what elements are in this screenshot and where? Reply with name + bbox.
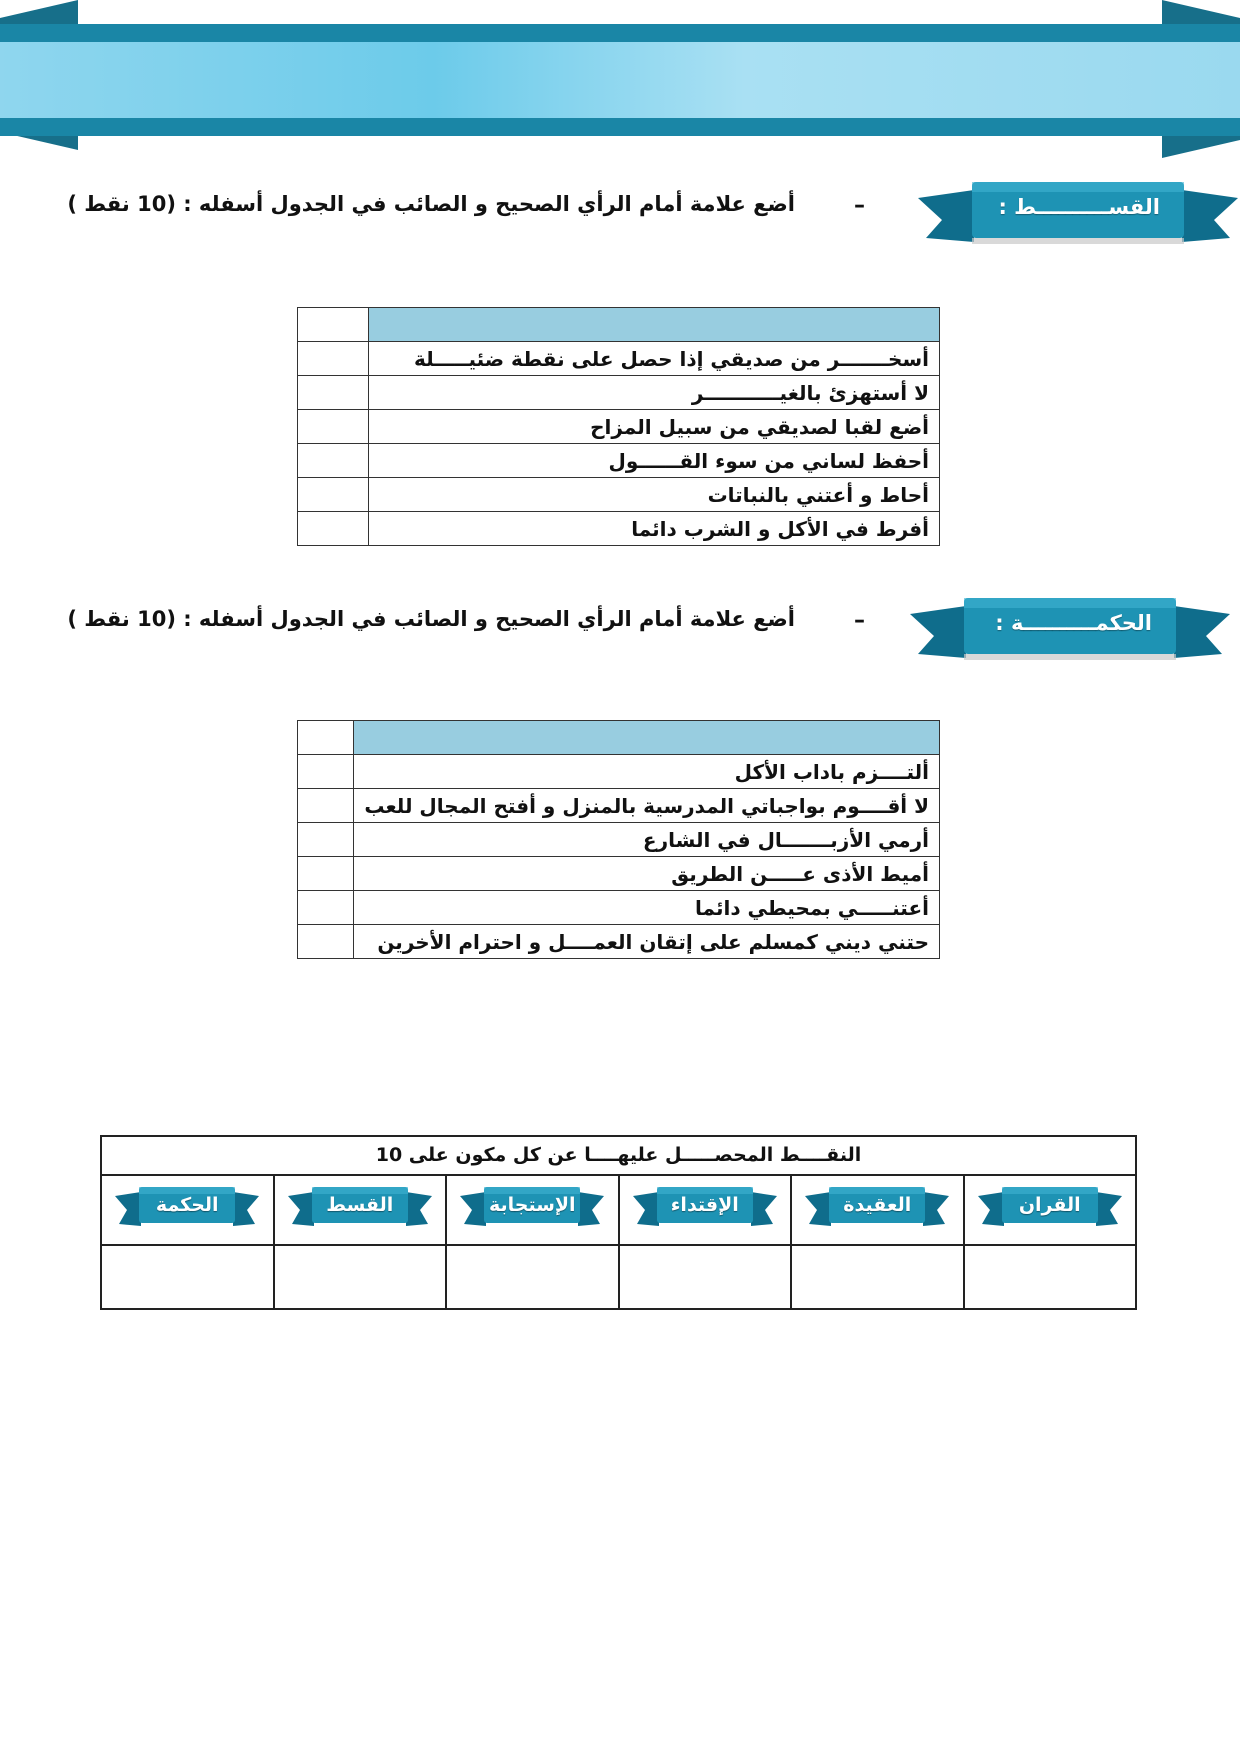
score-header-cell (273, 1176, 446, 1246)
score-header-cell (618, 1176, 791, 1246)
score-input-cell[interactable] (102, 1246, 273, 1309)
table-row (298, 444, 940, 478)
component-label: القران (1018, 1194, 1081, 1216)
score-header-cell (790, 1176, 963, 1246)
statement-text: لا أستهزئ بالغيـــــــــــر (369, 376, 940, 410)
score-header-row (102, 1176, 1135, 1246)
statements-table-qist (297, 307, 940, 546)
answer-cell[interactable] (298, 342, 369, 376)
answer-cell[interactable] (298, 410, 369, 444)
score-input-cell[interactable] (790, 1246, 963, 1309)
answer-cell[interactable] (298, 721, 354, 755)
component-label: الحكمة (155, 1194, 219, 1216)
statement-text (354, 721, 940, 755)
component-ribbon (288, 1184, 432, 1234)
score-input-cell[interactable] (445, 1246, 618, 1309)
score-summary-table (100, 1135, 1137, 1310)
component-ribbon (115, 1184, 259, 1234)
answer-cell[interactable] (298, 891, 354, 925)
section-instruction: أضع علامة أمام الرأي الصحيح و الصائب في الجدول أسفله : (10 نقط ) (67, 192, 795, 216)
section-ribbon-qist (918, 176, 1238, 256)
component-ribbon (978, 1184, 1122, 1234)
table-row (298, 891, 940, 925)
answer-cell[interactable] (298, 823, 354, 857)
statement-text: أفرط في الأكل و الشرب دائما (369, 512, 940, 546)
answer-cell[interactable] (298, 512, 369, 546)
table-row (298, 823, 940, 857)
statement-text: أميط الأذى عـــــن الطريق (354, 857, 940, 891)
statement-text: أعتنـــــي بمحيطي دائما (354, 891, 940, 925)
score-header-cell (102, 1176, 273, 1246)
answer-cell[interactable] (298, 857, 354, 891)
section-ribbon-label: القســــــــــط : (998, 195, 1160, 219)
table-row (298, 755, 940, 789)
answer-cell[interactable] (298, 376, 369, 410)
statement-text: لا أقــــوم بواجباتي المدرسية بالمنزل و أفتح المجال للعب (354, 789, 940, 823)
table-row (298, 478, 940, 512)
section-ribbon-label: الحكمــــــــــة : (995, 611, 1152, 635)
score-table-title: النقــــط المحصـــــل عليهــــا عن كل مكون على 10 (102, 1137, 1135, 1176)
score-input-cell[interactable] (963, 1246, 1136, 1309)
table-row (298, 410, 940, 444)
component-label: القسط (326, 1194, 394, 1216)
statements-table-hikma (297, 720, 940, 959)
table-row (298, 376, 940, 410)
answer-cell[interactable] (298, 755, 354, 789)
component-label: العقيدة (843, 1194, 912, 1216)
score-header-cell (963, 1176, 1136, 1246)
table-row (298, 342, 940, 376)
statement-text: أضع لقبا لصديقي من سبيل المزاح (369, 410, 940, 444)
score-value-row (102, 1246, 1135, 1309)
table-header-row (298, 721, 940, 755)
statement-text: أحفظ لساني من سوء القــــــول (369, 444, 940, 478)
answer-cell[interactable] (298, 925, 354, 959)
statement-text: أحاط و أعتني بالنباتات (369, 478, 940, 512)
answer-cell[interactable] (298, 308, 369, 342)
table-row (298, 512, 940, 546)
table-row (298, 857, 940, 891)
score-header-cell (445, 1176, 618, 1246)
answer-cell[interactable] (298, 478, 369, 512)
header-banner (0, 0, 1240, 170)
score-input-cell[interactable] (618, 1246, 791, 1309)
table-row (298, 925, 940, 959)
component-label: الإستجابة (488, 1194, 576, 1216)
component-label: الإقتداء (670, 1194, 739, 1216)
statement-text (369, 308, 940, 342)
statement-text: أرمي الأزبـــــــال في الشارع (354, 823, 940, 857)
table-header-row (298, 308, 940, 342)
section-instruction: أضع علامة أمام الرأي الصحيح و الصائب في الجدول أسفله : (10 نقط ) (67, 607, 795, 631)
statement-text: حتني ديني كمسلم على إتقان العمــــل و احترام الأخرين (354, 925, 940, 959)
bullet-dash: – (854, 193, 865, 218)
statement-text: أسخـــــــر من صديقي إذا حصل على نقطة ضئيـــــلة (369, 342, 940, 376)
component-ribbon (633, 1184, 777, 1234)
component-ribbon (805, 1184, 949, 1234)
bullet-dash: – (854, 608, 865, 633)
answer-cell[interactable] (298, 444, 369, 478)
component-ribbon (460, 1184, 604, 1234)
statement-text: ألتــــزم باداب الأكل (354, 755, 940, 789)
section-ribbon-hikma (910, 592, 1230, 672)
table-row (298, 789, 940, 823)
answer-cell[interactable] (298, 789, 354, 823)
score-input-cell[interactable] (273, 1246, 446, 1309)
